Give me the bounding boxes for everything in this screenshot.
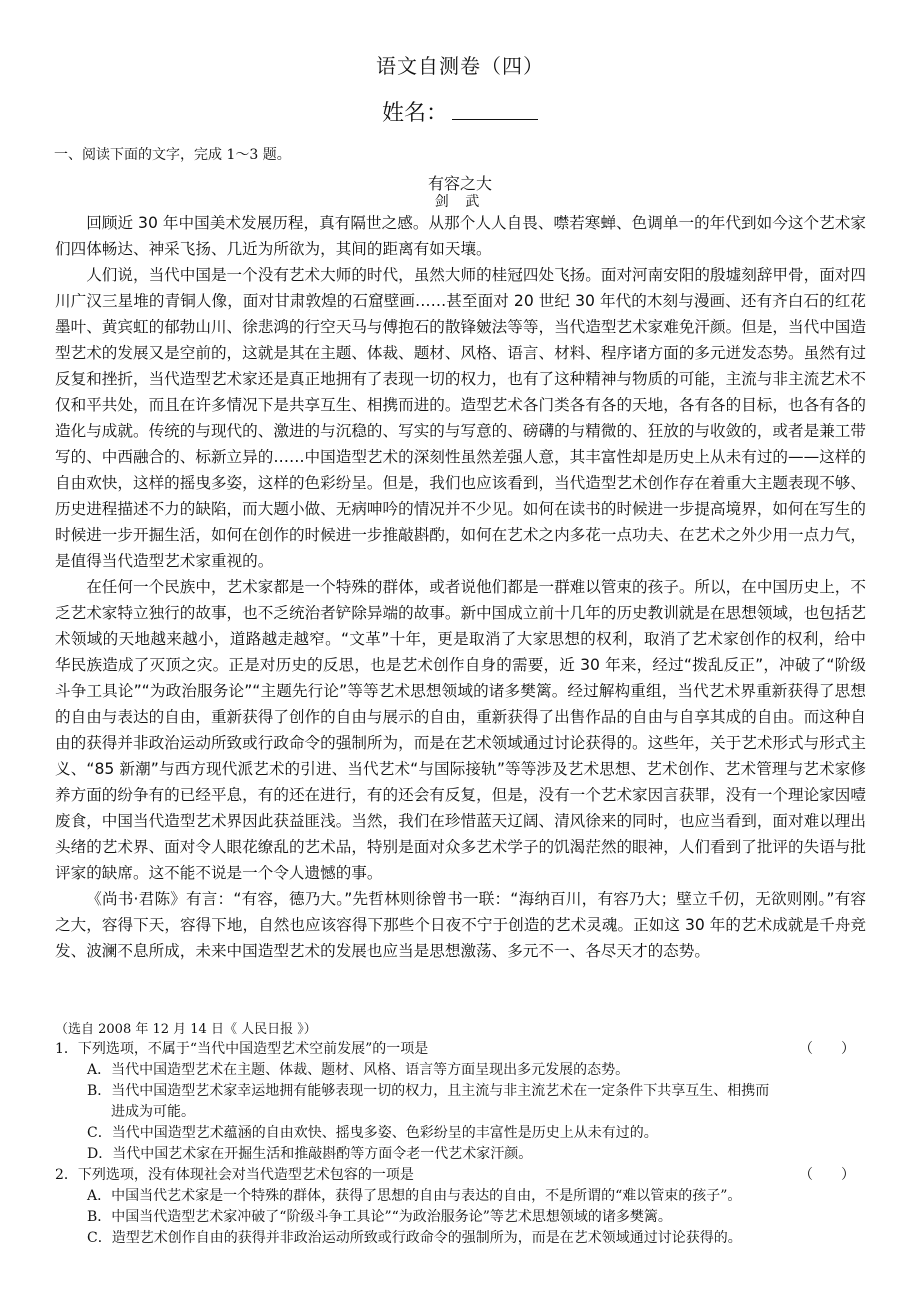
option-c [55, 1123, 867, 1144]
article-paragraph: 《尚书·君陈》有言：“有容，德乃大。”先哲林则徐曾书一联：“海纳百川，有容乃大；壁立千仞，无欲则刚。”有容之大，容得下天，容得下地，自然也应该容得下那些个日夜不宁于创造的艺术灵魂。正如这 30 年的艺术成就是千舟竞发、波澜不息所成，未来中国造型艺术的发展也应当是思想激荡、多元不一、各尽天才的态势。 [55, 890, 866, 960]
option-text: C．造型艺术创作自由的获得并非政治运动所致或行政命令的强制所为，而是在艺术领域通过讨论获得的。 [87, 1230, 742, 1246]
option-b [55, 1081, 867, 1123]
option-text: B．中国当代造型艺术家冲破了“阶级斗争工具论”“为政治服务论”等艺术思想领域的诸多樊篱。 [87, 1209, 672, 1225]
name-row [0, 96, 920, 127]
page-title: 语文自测卷（四） [376, 54, 544, 78]
question-stem [55, 1039, 867, 1060]
option-a [55, 1060, 867, 1081]
option-a [55, 1186, 867, 1207]
option-c [55, 1228, 867, 1249]
article-paragraph: 回顾近 30 年中国美术发展历程，真有隔世之感。从那个人人自畏、噤若寒蝉、色调单一的年代到如今这个艺术家们四体畅达、神采飞扬、几近为所欲为，其间的距离有如天壤。 [55, 214, 866, 258]
article-source: （选自 2008 年 12 月 14 日《 人民日报 》） [55, 1022, 317, 1037]
option-text-continued: 进成为可能。 [111, 1104, 195, 1120]
question-stem [55, 1165, 867, 1186]
question-1 [55, 1039, 867, 1165]
name-blank-line [452, 101, 538, 120]
option-text: A．当代中国造型艺术在主题、体裁、题材、风格、语言等方面呈现出多元发展的态势。 [87, 1062, 630, 1078]
question-2 [55, 1165, 867, 1249]
article-body [55, 210, 866, 964]
article-title: 有容之大 [427, 174, 492, 193]
section-instruction: 一、阅读下面的文字，完成 1～3 题。 [54, 147, 291, 163]
question-stem-text: 1．下列选项，不属于“当代中国造型艺术空前发展”的一项是 [55, 1041, 429, 1057]
article-author: 剑 武 [434, 194, 486, 210]
article-paragraph: 人们说，当代中国是一个没有艺术大师的时代，虽然大师的桂冠四处飞扬。面对河南安阳的殷墟刻辞甲骨，面对四川广汉三星堆的青铜人像，面对甘肃敦煌的石窟壁画……甚至面对 20 世纪 30 年代的木刻与漫画、还有齐白石的红花墨叶、黄宾虹的郁勃山川、徐悲鸿的行空天马与傅抱石的散锋皴法等等，当代造型艺术家难免汗颜。但是，当代中国造型艺术的发展又是空前的，这就是其在主题、体裁、题材、风格、语言、材料、程序诸方面的多元迸发态势。虽然有过反复和挫折，当代造型艺术家还是真正地拥有了表现一切的权力，也有了这种精神与物质的可能，主流与非主流艺术不仅和平共处，而且在许多情况下是共享互生、相携而进的。造型艺术各门类各有各的天地，各有各的目标，也各有各的造化与成就。传统的与现代的、激进的与沉稳的、写实的与写意的、磅礴的与精微的、狂放的与收敛的，或者是兼工带写的、中西融合的、标新立异的……中国造型艺术的深刻性虽然差强人意，其丰富性却是历史上从未有过的——这样的自由欢快，这样的摇曳多姿，这样的色彩纷呈。但是，我们也应该看到，当代造型艺术创作存在着重大主题表现不够、历史进程描述不力的缺陷，而大题小做、无病呻吟的情况并不少见。如何在读书的时候进一步提高境界，如何在写生的时候进一步开掘生活，如何在创作的时候进一步推敲斟酌，如何在艺术之内多花一点功夫、在艺术之外少用一点力气，是值得当代造型艺术家重视的。 [55, 266, 866, 570]
question-stem-text: 2．下列选项，没有体现社会对当代造型艺术包容的一项是 [55, 1167, 414, 1183]
article-paragraph: 在任何一个民族中，艺术家都是一个特殊的群体，或者说他们都是一群难以管束的孩子。所以，在中国历史上，不乏艺术家特立独行的故事，也不乏统治者铲除异端的故事。新中国成立前十几年的历史教训就是在思想领域，也包括艺术领域的天地越来越小，道路越走越窄。“文革”十年，更是取消了大家思想的权利，取消了艺术家创作的权利，给中华民族造成了灭顶之灾。正是对历史的反思，也是艺术创作自身的需要，近 30 年来，经过“拨乱反正”，冲破了“阶级斗争工具论”“为政治服务论”“主题先行论”等等艺术思想领域的诸多樊篱。经过解构重组，当代艺术界重新获得了思想的自由与表达的自由，重新获得了创作的自由与展示的自由，重新获得了出售作品的自由与自享其成的自由。而这种自由的获得并非政治运动所致或行政命令的强制所为，而是在艺术领域通过讨论获得的。这些年，关于艺术形式与形式主义、“85 新潮”与西方现代派艺术的引进、当代艺术“与国际接轨”等等涉及艺术思想、艺术创作、艺术管理与艺术家修养方面的纷争有的已经平息，有的还在进行，有的还会有反复，但是，没有一个艺术家因言获罪，没有一个理论家因噎废食，中国当代造型艺术界因此获益匪浅。当然，我们在珍惜蓝天辽阔、清风徐来的同时，也应当看到，面对难以理出头绪的艺术界、面对令人眼花缭乱的艺术品，特别是面对众多艺术学子的饥渴茫然的眼神，人们看到了批评的失语与批评家的缺席。这不能不说是一个令人遗憾的事。 [55, 578, 866, 882]
option-b [55, 1207, 867, 1228]
name-label: 姓名： [381, 101, 448, 126]
option-text: A．中国当代艺术家是一个特殊的群体，获得了思想的自由与表达的自由，不是所谓的“难以管束的孩子”。 [87, 1188, 742, 1204]
answer-blank: （ ） [799, 1041, 855, 1057]
option-text: B．当代中国造型艺术家幸运地拥有能够表现一切的权力，且主流与非主流艺术在一定条件下共享互生、相携而 [87, 1083, 770, 1099]
option-text: C．当代中国造型艺术蕴涵的自由欢快、摇曳多姿、色彩纷呈的丰富性是历史上从未有过的。 [87, 1125, 658, 1141]
answer-blank: （ ） [799, 1167, 855, 1183]
option-text: D．当代中国艺术家在开掘生活和推敲斟酌等方面令老一代艺术家汗颜。 [87, 1146, 533, 1162]
option-d [55, 1144, 867, 1165]
